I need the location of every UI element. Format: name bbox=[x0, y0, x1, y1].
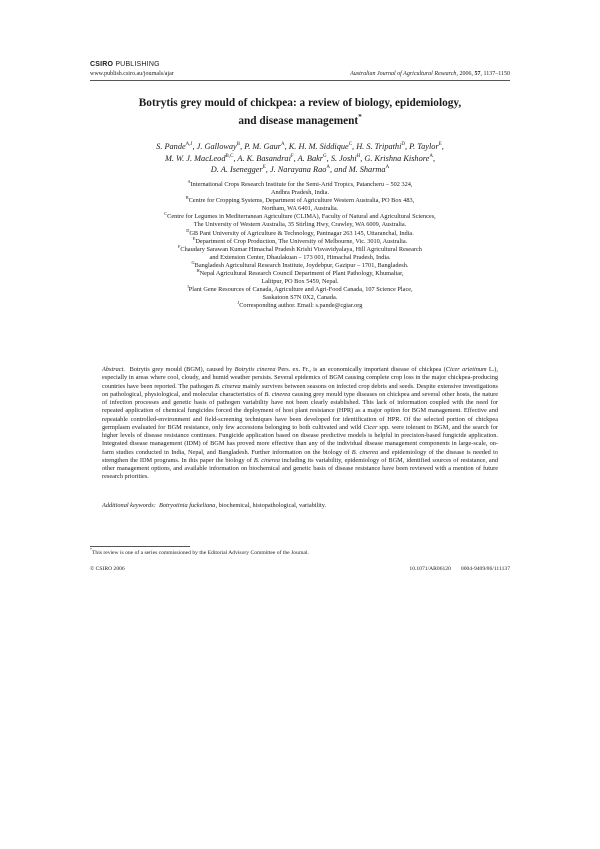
affiliation-mark: A bbox=[187, 178, 191, 184]
author-affiliation-mark: C bbox=[348, 142, 353, 148]
affiliation: $^I$Plant Gene Resources of Canada, Agriculture and Agri-Food Canada, 107 Science Place, Saskatoon S7N 0X2, Canada. bbox=[187, 284, 413, 302]
additional-keywords: Additional keywords: Botryotinia fuckeliana, biochemical, histopathological, variability. bbox=[102, 502, 327, 509]
affiliation: $^A$International Crops Research Institute for the Semi-Arid Tropics, Patancheru – 502 324, Andhra Pradesh, India. bbox=[187, 178, 413, 197]
doi: 10.1071/AR06120 bbox=[409, 566, 451, 572]
author-affiliation-mark: A bbox=[429, 153, 433, 159]
author-affiliation-mark: B,C bbox=[225, 153, 234, 159]
author-affiliation-mark: D bbox=[401, 142, 405, 148]
author-name: A. K. Basandrai bbox=[237, 153, 291, 163]
affiliation: $^G$Bangladesh Agricultural Research Institute, Joydebpur, Gazipur – 1701, Bangladesh. bbox=[191, 259, 409, 269]
affiliation: $^E$Department of Crop Production, The University of Melbourne, Vic. 3010, Australia. bbox=[192, 235, 408, 245]
affiliation-mark: G bbox=[191, 259, 195, 265]
article-code: 0004-9409/06/111137 bbox=[460, 566, 510, 572]
footnote-rule bbox=[90, 546, 190, 547]
author-line: M. W. J. MacLeod$^{B,C}$, A. K. Basandrai$^F$, A. Bakr$^G$, S. Joshi$^H$, G. Krishna Kishore$^A$, bbox=[164, 153, 436, 163]
affiliation-mark: B bbox=[185, 195, 189, 201]
journal-citation: Australian Journal of Agricultural Research, 2006, 57, 1137–1150 bbox=[350, 71, 510, 77]
author-name: G. Krishna Kishore bbox=[364, 153, 430, 163]
author-affiliation-mark: A,J bbox=[185, 142, 193, 148]
affiliation: $^C$Centre for Legumes in Mediterranean Agriculture (CLIMA), Faculty of Natural and Agricultural Sciences, The University of Western Australia, 35 Stirling Hwy, Crawley, WA 6009, Australia. bbox=[164, 211, 436, 229]
author-affiliation-mark: H bbox=[356, 153, 361, 159]
author-affiliation-mark: E bbox=[262, 165, 266, 171]
copyright: © CSIRO 2006 bbox=[90, 566, 125, 572]
author-name: P. M. Gaur bbox=[244, 142, 281, 151]
affiliation-mark: D bbox=[186, 227, 190, 233]
affiliation: $^F$Chaudary Sarawan Kumar Himachal Pradesh Krishi Visvavidyalaya, Hill Agricultural Research and Extension Center, Dhaulakuan – 173 001, Himachal Pradesh, India. bbox=[178, 243, 422, 261]
affiliation: $^H$Nepal Agricultural Research Council Department of Plant Pathology, Khumaltar, Lalitpur, PO Box 5459, Nepal. bbox=[196, 267, 404, 286]
author-affiliation-mark: A bbox=[385, 165, 390, 171]
footnote: *This review is one of a series commissioned by the Editorial Advisory Committee of the Journal. bbox=[90, 547, 309, 556]
header-rule bbox=[90, 80, 510, 81]
doi-line bbox=[409, 566, 510, 572]
author-name: P. Taylor bbox=[409, 142, 439, 151]
author-list bbox=[110, 141, 490, 176]
author-affiliation-mark: A bbox=[326, 165, 331, 171]
affiliation-mark: F bbox=[178, 243, 181, 249]
author-name: J. Narayana Rao bbox=[269, 165, 327, 174]
affiliation-list bbox=[115, 178, 485, 311]
abstract-body: Botrytis grey mould (BGM), caused by Botrytis cinerea Pers. ex. Fr., is an economically important disease of chickpea (Cicer arietinum L.), especially in areas where cool, cloudy, and humid weather persists. Several epidemics of BGM causing complete crop loss in the major chickpea-producing countries have been reported. The pathogen B. cinerea mainly survives between seasons on infected crop debris and seeds. Despite extensive investigations on pathological, physiological, and molecular characteristics of B. cinerea causing grey mould type diseases on chickpea and several other hosts, the nature of infection processes and genetic basis of pathogen variability have not been clearly established. This lack of information coupled with the need for repeated application of chemical fungicides forced the deployment of host plant resistance (HPR) as a major option for BGM management. Effective and repeatable controlled-environment and field-screening techniques have been developed for identification of HPR. Of the selected portion of chickpea germplasm evaluated for BGM resistance, only few accessions belonging to both cultivated and wild Cicer spp. were tolerant to BGM, and the search for higher levels of disease resistance continues. Fungicide application based on disease predictive models is helpful in precision-based fungicide application. Integrated disease management (IDM) of BGM has proved more effective than any of the individual disease management components in large-scale, on-farm studies conducted in India, Nepal, and Bangladesh. Further information on the biology of B. cinerea and epidemiology of the disease is needed to strengthen the IDM programs. In this paper the biology of B. cinerea including its variability, epidemiology of BGM, identified sources of resistance, and other management options, and available information on biochemical and genetic basis of disease resistance have been reviewed with a mention of future research priorities. bbox=[102, 366, 498, 481]
abstract-label: Abstract. bbox=[102, 366, 125, 373]
author-name: H. S. Tripathi bbox=[356, 142, 402, 151]
author-affiliation-mark: F bbox=[290, 153, 294, 159]
affiliation: $^D$GB Pant University of Agriculture & Technology, Pantnagar 263 145, Uttaranchal, India. bbox=[186, 227, 414, 237]
affiliation-mark: H bbox=[196, 267, 200, 273]
author-name: K. H. M. Siddique bbox=[288, 142, 349, 151]
author-name: M. W. J. MacLeod bbox=[164, 153, 226, 163]
abstract bbox=[102, 366, 498, 482]
affiliation-mark: C bbox=[164, 211, 168, 217]
author-name: S. Pande bbox=[156, 142, 186, 151]
title-footnote-mark: * bbox=[358, 113, 362, 121]
author-affiliation-mark: G bbox=[323, 153, 327, 159]
author-affiliation-mark: A bbox=[280, 142, 285, 148]
journal-volume: 57 bbox=[474, 71, 481, 77]
author-name: D. A. Isenegger bbox=[210, 165, 263, 174]
journal-name: Australian Journal of Agricultural Research bbox=[350, 71, 457, 77]
paper-title: Botrytis grey mould of chickpea: a review of biology, epidemiology, and disease management* bbox=[138, 97, 462, 127]
author-name: A. Bakr bbox=[297, 153, 324, 163]
author-name: S. Joshi bbox=[330, 153, 357, 163]
affiliation-mark: J bbox=[237, 300, 240, 306]
author-affiliation-mark: B bbox=[236, 142, 241, 148]
affiliation: $^B$Centre for Cropping Systems, Department of Agriculture Western Australia, PO Box 483, Northam, WA 6401, Australia. bbox=[185, 195, 415, 213]
journal-url[interactable]: www.publish.csiro.au/journals/ajar bbox=[90, 71, 174, 77]
author-affiliation-mark: E bbox=[438, 142, 442, 148]
publisher-logo: CSIRO PUBLISHING bbox=[90, 61, 160, 68]
author-line: S. Pande$^{A,J}$, J. Galloway$^B$, P. M. Gaur$^A$, K. H. M. Siddique$^C$, H. S. Tripathi$^D$, P. Taylor$^E$, bbox=[156, 142, 444, 151]
affiliation: $^J$Corresponding author. Email: s.pande@cgiar.org bbox=[237, 300, 363, 310]
affiliation-mark: I bbox=[187, 284, 189, 290]
author-line: D. A. Isenegger$^E$, J. Narayana Rao$^A$, and M. Sharma$^A$ bbox=[210, 165, 390, 174]
author-name: M. Sharma bbox=[348, 165, 386, 174]
author-name: J. Galloway bbox=[196, 142, 237, 151]
affiliation-mark: E bbox=[192, 235, 196, 241]
